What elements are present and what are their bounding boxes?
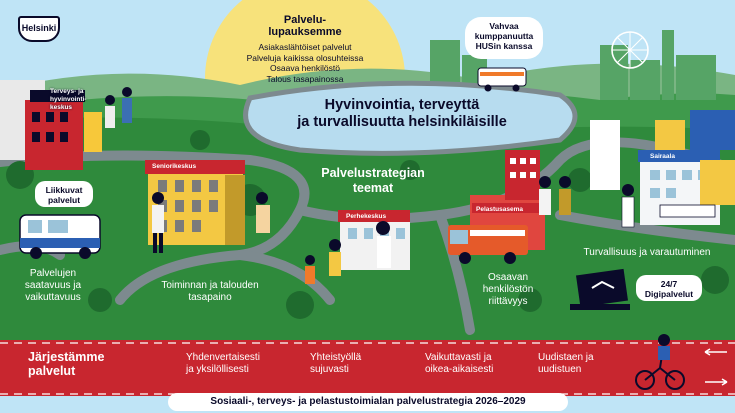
mobile-services-bubble: Liikkuvat palvelut <box>35 181 93 207</box>
mobile-services-van <box>20 215 100 259</box>
theme-label-balance: Toiminnan ja talouden tasapaino <box>161 280 259 303</box>
road-title: Järjestämme palvelut <box>28 350 105 378</box>
red-road-band <box>0 340 735 398</box>
health-center-sign: Terveys- ja hyvinvointi- keskus <box>50 88 87 111</box>
footer-title-box <box>168 393 568 411</box>
themes-title: Palvelustrategian teemat <box>321 166 425 195</box>
senior-center-sign: Seniorikeskus <box>152 163 197 170</box>
theme-label-staff: Osaavan henkilöstön riittävyys <box>482 272 534 307</box>
promise-item: Talous tasapainossa <box>266 73 344 84</box>
theme-label-security: Turvallisuus ja varautuminen <box>583 247 711 258</box>
promises-title: Palvelu- lupauksemme <box>268 14 342 38</box>
promise-item: Palveluja kaikissa olosuhteissa <box>246 52 364 63</box>
principle-renewing: Uudistaen ja uudistuen <box>538 352 594 375</box>
principle-cooperation: Yhteistyöllä sujuvasti <box>310 352 362 375</box>
digital-services-bubble: 24/7 Digipalvelut <box>636 275 702 301</box>
headline: Hyvinvointia, terveyttä ja turvallisuutta helsinkiläisille <box>297 97 507 130</box>
promise-item: Asiakaslähtöiset palvelut <box>258 42 352 52</box>
helsinki-logo-text: Helsinki <box>21 23 57 33</box>
rescue-station-sign: Pelastusasema <box>476 206 523 213</box>
hospital-sign: Sairaala <box>650 153 675 160</box>
theme-label-availability: Palvelujen saatavuus ja vaikuttavuus <box>24 268 82 303</box>
promise-item: Osaava henkilöstö <box>270 63 340 73</box>
family-center-sign: Perhekeskus <box>346 213 387 220</box>
footer-title: Sosiaali-, terveys- ja pelastustoimialan palvelustrategia 2026–2029 <box>210 396 526 407</box>
principle-equal: Yhdenvertaisesti ja yksilöllisesti <box>186 352 260 375</box>
partnership-bubble: Vahvaa kumppanuutta HUSin kanssa <box>465 17 543 59</box>
promises-list <box>220 42 390 84</box>
helsinki-logo <box>18 16 60 42</box>
principle-effective: Vaikuttavasti ja oikea-aikaisesti <box>425 352 494 375</box>
